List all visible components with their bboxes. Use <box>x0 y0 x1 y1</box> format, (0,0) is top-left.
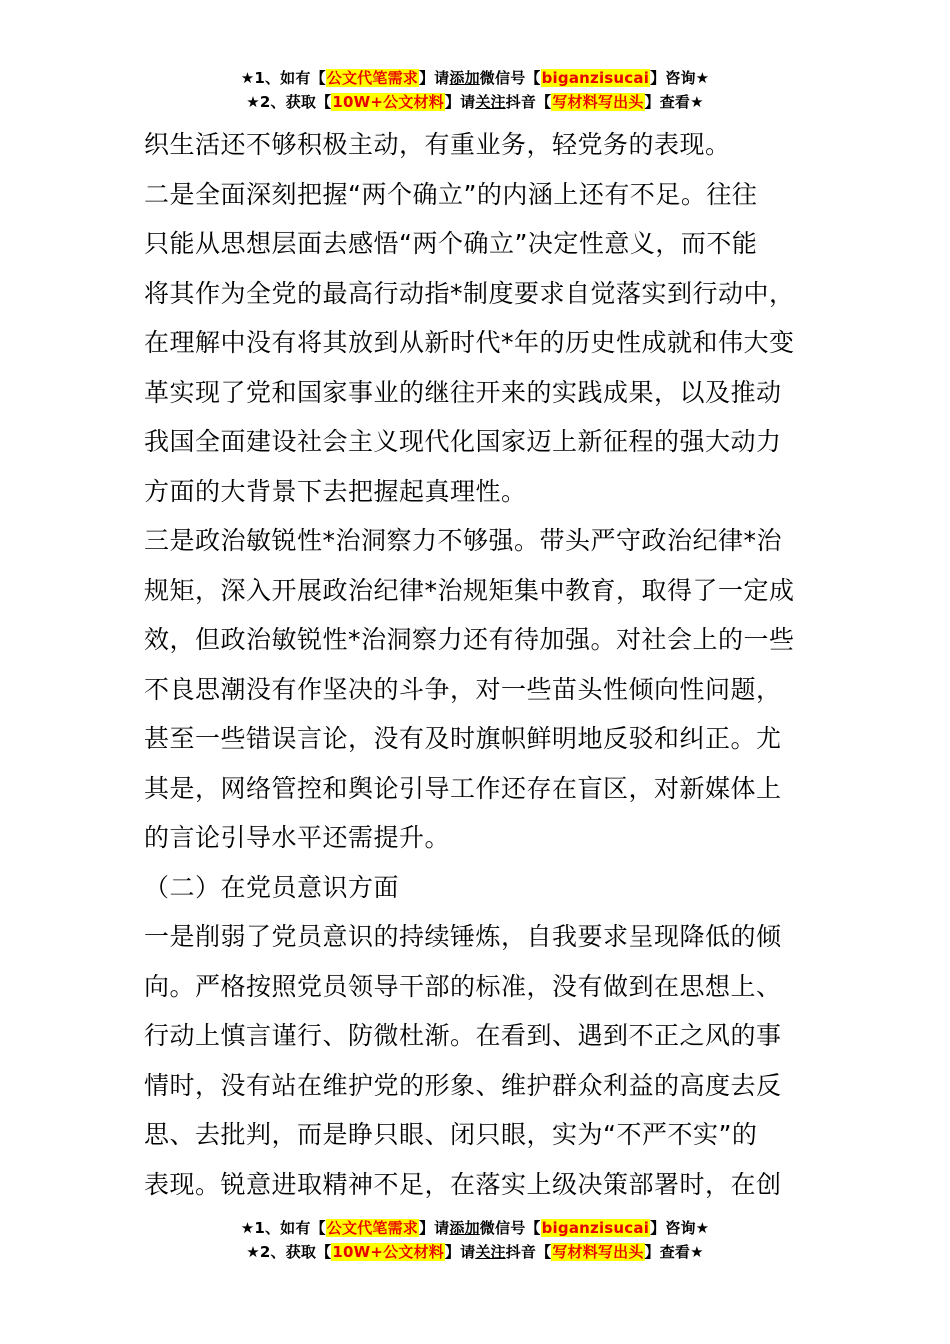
promo-highlight: 写材料写出头 <box>552 1243 644 1261</box>
promo-banner-bottom <box>0 1216 950 1264</box>
promo-text: 】请 <box>444 93 476 111</box>
promo-text: 】请 <box>418 1219 450 1237</box>
body-line: 其是，网络管控和舆论引导工作还存在盲区，对新媒体上 <box>144 773 782 803</box>
promo-line-2 <box>0 90 950 114</box>
promo-text: 】咨询★ <box>650 69 710 87</box>
body-line: 不良思潮没有作坚决的斗争，对一些苗头性倾向性问题， <box>144 674 782 704</box>
promo-text: 】查看★ <box>644 93 704 111</box>
body-line: 只能从思想层面去感悟“两个确立”决定性意义，而不能 <box>144 229 758 258</box>
promo-line-1 <box>0 1216 950 1240</box>
body-line: 甚至一些错误言论，没有及时旗帜鲜明地反驳和纠正。尤 <box>144 724 782 753</box>
promo-underlined: 关注 <box>475 93 506 111</box>
promo-underlined: 添加 <box>449 69 480 87</box>
body-line: 的言论引导水平还需提升。 <box>144 823 451 852</box>
promo-text: 】查看★ <box>644 1243 704 1261</box>
promo-text: 微信号【 <box>479 1219 541 1237</box>
promo-text: ★1、如有【 <box>240 1219 326 1237</box>
promo-text: ★2、获取【 <box>246 1243 332 1261</box>
promo-text: 】请 <box>444 1243 476 1261</box>
promo-highlight: biganzisucai <box>541 69 650 87</box>
body-line: 情时，没有站在维护党的形象、维护群众利益的高度去反 <box>144 1070 782 1100</box>
body-line: 思、去批判，而是睁只眼、闭只眼，实为“不严不实”的 <box>144 1120 758 1149</box>
body-line: 向。严格按照党员领导干部的标准，没有做到在思想上、 <box>144 971 782 1001</box>
promo-text: 微信号【 <box>479 69 541 87</box>
promo-highlight: 写材料写出头 <box>552 93 644 111</box>
body-line: 革实现了党和国家事业的继往开来的实践成果，以及推动 <box>144 377 782 407</box>
body-line: 将其作为全党的最高行动指*制度要求自觉落实到行动中， <box>144 278 795 308</box>
promo-highlight: biganzisucai <box>541 1219 650 1237</box>
promo-text: 抖音【 <box>505 1243 552 1261</box>
body-line: 效，但政治敏锐性*治洞察力还有待加强。对社会上的一些 <box>144 625 795 654</box>
promo-underlined: 关注 <box>475 1243 506 1261</box>
body-line: 织生活还不够积极主动，有重业务，轻党务的表现。 <box>144 130 731 159</box>
promo-highlight: 公文代笔需求 <box>326 1219 418 1237</box>
section-heading: （二）在党员意识方面 <box>144 872 400 902</box>
promo-text: 】咨询★ <box>650 1219 710 1237</box>
promo-highlight: 10W+公文材料 <box>332 93 444 111</box>
body-line: 规矩，深入开展政治纪律*治规矩集中教育，取得了一定成 <box>144 575 795 605</box>
promo-highlight: 公文代笔需求 <box>326 69 418 87</box>
document-body <box>144 120 808 1209</box>
promo-line-2 <box>0 1240 950 1264</box>
body-line: 方面的大背景下去把握起真理性。 <box>144 476 527 506</box>
promo-underlined: 添加 <box>449 1219 480 1237</box>
promo-banner-top <box>0 66 950 114</box>
body-line: 三是政治敏锐性*治洞察力不够强。带头严守政治纪律*治 <box>144 526 783 555</box>
promo-highlight: 10W+公文材料 <box>332 1243 444 1261</box>
promo-text: 】请 <box>418 69 450 87</box>
body-line: 我国全面建设社会主义现代化国家迈上新征程的强大动力 <box>144 427 782 456</box>
promo-text: ★1、如有【 <box>240 69 326 87</box>
promo-text: 抖音【 <box>505 93 552 111</box>
body-line: 一是削弱了党员意识的持续锤炼，自我要求呈现降低的倾 <box>144 922 782 951</box>
promo-line-1 <box>0 66 950 90</box>
body-line: 行动上慎言谨行、防微杜渐。在看到、遇到不正之风的事 <box>144 1021 782 1050</box>
body-line: 二是全面深刻把握“两个确立”的内涵上还有不足。往往 <box>144 179 758 209</box>
body-line: 在理解中没有将其放到从新时代*年的历史性成就和伟大变 <box>144 328 795 357</box>
promo-text: ★2、获取【 <box>246 93 332 111</box>
body-line: 表现。锐意进取精神不足，在落实上级决策部署时，在创 <box>144 1169 782 1199</box>
